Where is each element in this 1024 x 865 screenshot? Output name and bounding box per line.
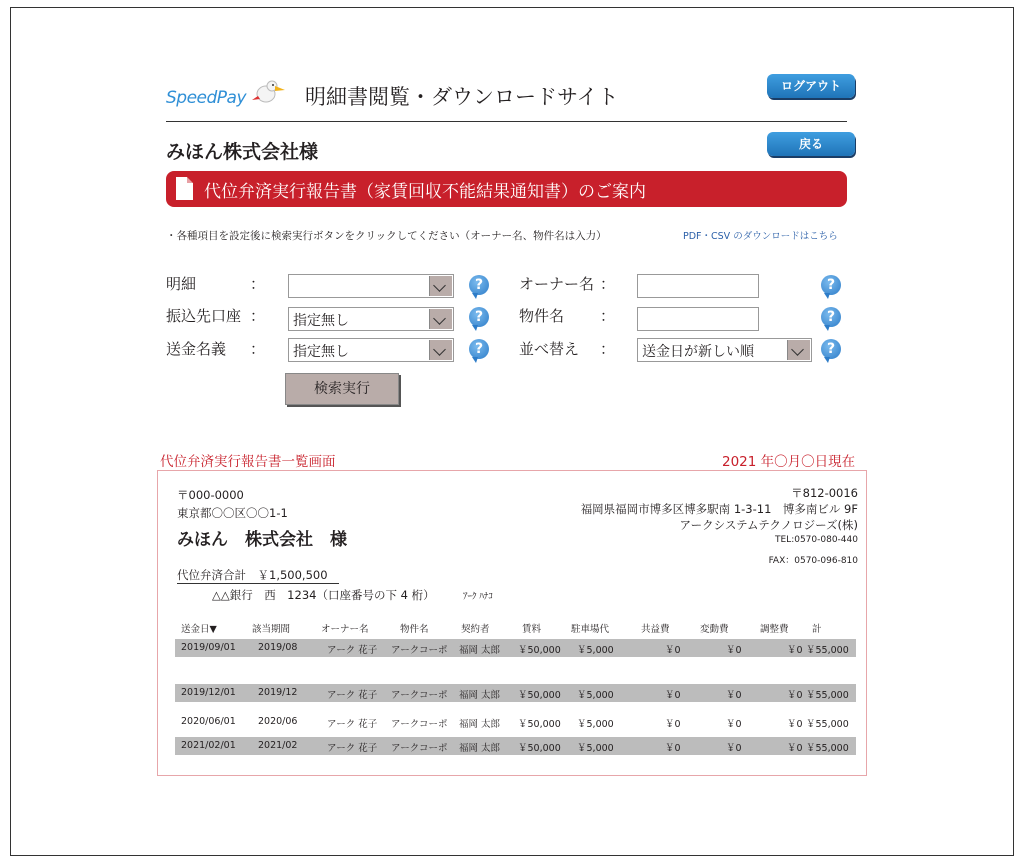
table-cell: ￥55,000 — [806, 719, 849, 730]
col-tenant: 契約者 — [461, 624, 490, 635]
total-amount: 代位弁済合計 ￥1,500,500 — [177, 567, 339, 584]
table-cell: アーク 花子 — [327, 690, 378, 701]
owner-label: オーナー名 — [519, 275, 595, 293]
table-cell: アーク 花子 — [327, 719, 378, 730]
table-cell: ￥5,000 — [577, 719, 614, 730]
table-cell: ￥5,000 — [577, 690, 614, 701]
sender-label: 送金名義 — [166, 340, 227, 358]
owner-input[interactable] — [637, 274, 759, 298]
sender-tel: TEL:0570-080-440 — [775, 535, 858, 545]
table-cell: ￥50,000 — [518, 645, 561, 656]
table-row[interactable] — [175, 684, 856, 702]
table-cell: ￥0 — [787, 690, 803, 701]
table-row[interactable] — [175, 737, 856, 755]
col-send-date[interactable]: 送金日▼ — [181, 624, 217, 635]
table-cell: ￥0 — [726, 719, 742, 730]
table-cell: ￥5,000 — [577, 743, 614, 754]
account-help-icon[interactable]: ? — [469, 307, 489, 327]
table-cell: 福岡 太郎 — [459, 645, 501, 656]
property-colon: ： — [600, 307, 616, 325]
header-divider — [166, 121, 847, 122]
col-common: 共益費 — [641, 624, 670, 635]
property-label: 物件名 — [519, 307, 565, 325]
detail-help-icon[interactable]: ? — [469, 275, 489, 295]
chevron-down-icon — [429, 276, 452, 296]
table-cell: ￥55,000 — [806, 645, 849, 656]
list-title: 代位弁済実行報告書一覧画面 — [160, 454, 336, 470]
site-title: 明細書閲覧・ダウンロードサイト — [305, 85, 619, 109]
table-cell: アークコーポ — [391, 743, 448, 754]
account-select[interactable]: 指定無し — [288, 307, 454, 331]
table-cell: ￥50,000 — [518, 743, 561, 754]
table-cell: 2021/02 — [258, 740, 298, 751]
table-cell: アークコーポ — [391, 690, 448, 701]
sort-colon: ： — [600, 340, 616, 358]
table-cell: 2020/06 — [258, 716, 298, 727]
table-cell: ￥55,000 — [806, 743, 849, 754]
table-cell: アークコーポ — [391, 719, 448, 730]
sender-help-icon[interactable]: ? — [469, 339, 489, 359]
recipient-postal: 〒000-0000 — [177, 488, 244, 502]
chevron-down-icon — [429, 340, 452, 360]
col-variable: 変動費 — [700, 624, 729, 635]
pelican-icon — [252, 78, 286, 106]
sender-colon: ： — [250, 340, 266, 358]
table-cell: 2019/08 — [258, 642, 298, 653]
logout-button[interactable]: ログアウト — [767, 74, 855, 98]
table-cell: アークコーポ — [391, 645, 448, 656]
logo-text: SpeedPay — [166, 88, 247, 108]
owner-help-icon[interactable]: ? — [821, 275, 841, 295]
document-icon — [176, 177, 193, 200]
sender-fax: FAX：0570-096-810 — [768, 556, 858, 566]
table-cell: ￥0 — [665, 743, 681, 754]
table-cell: ￥0 — [665, 719, 681, 730]
page-banner — [166, 171, 847, 207]
col-owner: オーナー名 — [321, 624, 369, 635]
table-cell: ￥0 — [726, 645, 742, 656]
table-cell: ￥0 — [665, 645, 681, 656]
table-cell: 2021/02/01 — [181, 740, 236, 751]
sort-help-icon[interactable]: ? — [821, 339, 841, 359]
table-cell: ￥50,000 — [518, 690, 561, 701]
table-cell: 2020/06/01 — [181, 716, 236, 727]
detail-colon: ： — [250, 275, 266, 293]
recipient-address: 東京都〇〇区〇〇1-1 — [177, 506, 288, 520]
sender-select[interactable]: 指定無し — [288, 338, 454, 362]
table-cell: アーク 花子 — [327, 743, 378, 754]
search-button[interactable]: 検索実行 — [285, 373, 399, 405]
table-row[interactable] — [175, 713, 856, 731]
chevron-down-icon — [787, 340, 810, 360]
col-rent: 賃料 — [522, 624, 542, 635]
speedpay-logo — [166, 78, 291, 112]
detail-label: 明細 — [166, 275, 197, 293]
col-adjust: 調整費 — [760, 624, 789, 635]
table-cell: アーク 花子 — [327, 645, 378, 656]
banner-title: 代位弁済実行報告書（家賃回収不能結果通知書）のご案内 — [204, 182, 646, 202]
table-cell: ￥0 — [665, 690, 681, 701]
property-input[interactable] — [637, 307, 759, 331]
back-button[interactable]: 戻る — [767, 132, 855, 156]
table-cell: 福岡 太郎 — [459, 743, 501, 754]
table-cell: ￥0 — [726, 690, 742, 701]
table-cell: 福岡 太郎 — [459, 719, 501, 730]
table-row[interactable] — [175, 639, 856, 657]
table-cell: ￥55,000 — [806, 690, 849, 701]
col-parking: 駐車場代 — [571, 624, 610, 635]
table-cell: ￥50,000 — [518, 719, 561, 730]
sender-address: 福岡県福岡市博多区博多駅南 1-3-11 博多南ビル 9F — [580, 502, 858, 516]
table-cell: 2019/09/01 — [181, 642, 236, 653]
table-cell: ￥0 — [726, 743, 742, 754]
table-cell: ￥0 — [787, 645, 803, 656]
bank-info: △△銀行 西 1234（口座番号の下 4 桁） — [212, 588, 435, 602]
as-of-date: 2021 年〇月〇日現在 — [722, 454, 856, 470]
bank-account-kana: ｱｰｸ ﾊﾅｺ — [463, 592, 493, 602]
table-cell: 2019/12/01 — [181, 687, 236, 698]
detail-select[interactable] — [288, 274, 454, 298]
sort-select[interactable]: 送金日が新しい順 — [637, 338, 812, 362]
account-label: 振込先口座 — [166, 307, 242, 325]
sender-company: アークシステムテクノロジーズ(株) — [679, 518, 858, 532]
property-help-icon[interactable]: ? — [821, 307, 841, 327]
col-total: 計 — [812, 624, 822, 635]
account-colon: ： — [250, 307, 266, 325]
owner-colon: ： — [600, 275, 616, 293]
table-cell: 福岡 太郎 — [459, 690, 501, 701]
instruction-text: ・各種項目を設定後に検索実行ボタンをクリックしてください（オーナー名、物件名は入力） — [166, 230, 607, 242]
table-cell: ￥0 — [787, 719, 803, 730]
sort-label: 並べ替え — [519, 340, 580, 358]
table-cell: ￥5,000 — [577, 645, 614, 656]
chevron-down-icon — [429, 309, 452, 329]
table-cell: 2019/12 — [258, 687, 298, 698]
sender-postal: 〒812-0016 — [791, 486, 858, 500]
download-link[interactable]: PDF・CSV のダウンロードはこちら — [683, 231, 838, 242]
company-name: みほん株式会社様 — [166, 141, 319, 163]
recipient-name: みほん 株式会社 様 — [177, 530, 347, 550]
table-cell: ￥0 — [787, 743, 803, 754]
col-period: 該当期間 — [252, 624, 291, 635]
col-property: 物件名 — [400, 624, 429, 635]
